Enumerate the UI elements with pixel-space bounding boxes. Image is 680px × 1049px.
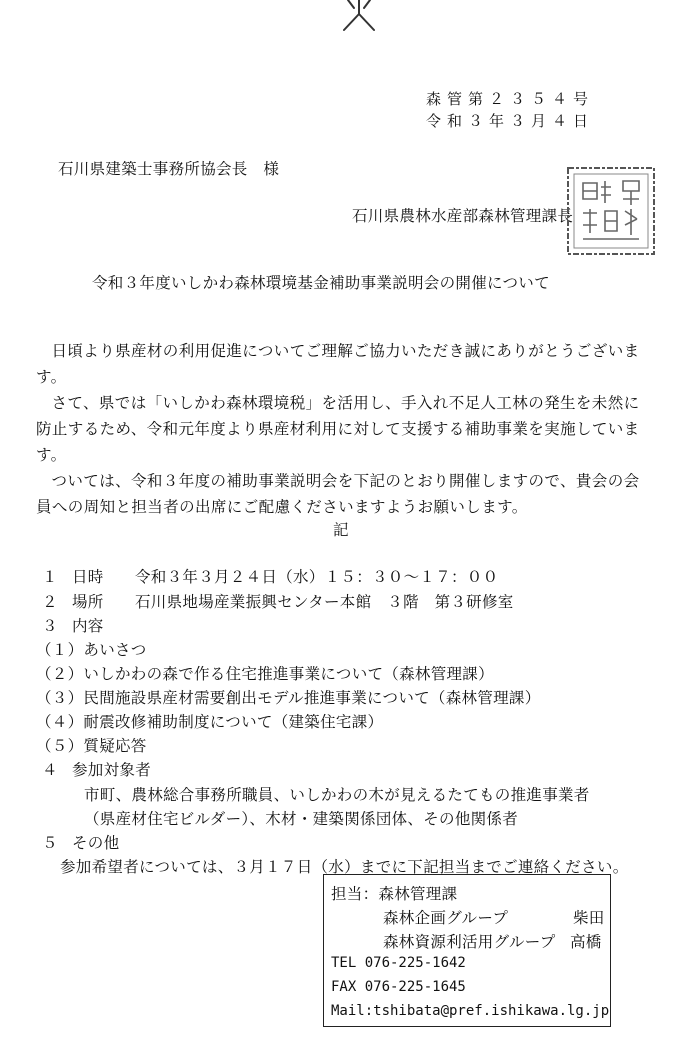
item-4-label: 参加対象者 [72,761,152,779]
item-3-label: 内容 [72,617,104,635]
contact-group-2: 森林資源利活用グループ [383,933,556,951]
agenda-item: （３）民間施設県産材需要創出モデル推進事業について（森林管理課） [36,689,541,707]
document-number: 森管第２３５４号 [425,90,594,108]
document-date: 令和３年３月４日 [425,112,594,130]
contact-person-1: 柴田 [573,909,605,927]
item-2-value: 石川県地場産業振興センター本館 ３階 第３研修室 [135,593,514,611]
contact-group-1: 森林企画グループ [383,909,509,927]
contact-header: 担当：森林管理課 [331,885,458,903]
agenda-item: （４）耐震改修補助制度について（建築住宅課） [36,713,384,731]
contact-mail: Mail:tshibata@pref.ishikawa.lg.jp [331,1003,610,1019]
item-1-value: 令和３年３月２４日（水）１５：３０～１７：００ [135,568,499,586]
item-1-label: 日時 [72,568,104,586]
paragraph-1: 日頃より県産材の利用促進についてご理解ご協力いただき誠にありがとうございます。 [36,342,640,386]
item-4-number: ４ [42,761,58,779]
item-5-label: その他 [72,834,120,852]
contact-person-2: 高橋 [570,933,602,951]
contact-tel: TEL 076-225-1642 [331,955,466,971]
agenda-item: （２）いしかわの森で作る住宅推進事業について（森林管理課） [36,665,494,683]
official-seal-stamp [565,165,657,257]
top-ink-mark [334,0,384,34]
paragraph-2: さて、県では「いしかわ森林環境税」を活用し、手入れ不足人工林の発生を未然に防止するため、令和元年度より県産材利用に対して支援する補助事業を実施しています。 [36,394,640,464]
agenda-item: （５）質疑応答 [36,737,147,755]
paragraph-3: ついては、令和３年度の補助事業説明会を下記のとおり開催しますので、貴会の会員への周知と担当者の出席にご配慮くださいますようお願いします。 [36,472,640,516]
item-5-value: 参加希望者については、３月１７日（水）までに下記担当までご連絡ください。 [60,858,629,876]
recipient: 石川県建築士事務所協会長 様 [58,160,280,178]
document-title: 令和３年度いしかわ森林環境基金補助事業説明会の開催について [92,274,550,292]
item-3-number: ３ [42,617,58,635]
agenda-item: （１）あいさつ [36,641,147,659]
contact-fax: FAX 076-225-1645 [331,979,466,995]
item-5-number: ５ [42,834,58,852]
item-4-line-1: 市町、農林総合事務所職員、いしかわの木が見えるたてもの推進事業者 [84,786,590,804]
item-2-label: 場所 [72,593,104,611]
item-1-number: １ [42,568,58,586]
item-4-line-2: （県産材住宅ビルダー）、木材・建築関係団体、その他関係者 [84,810,519,828]
sender: 石川県農林水産部森林管理課長 [352,207,574,225]
ki-heading: 記 [333,521,349,539]
item-2-number: ２ [42,593,58,611]
